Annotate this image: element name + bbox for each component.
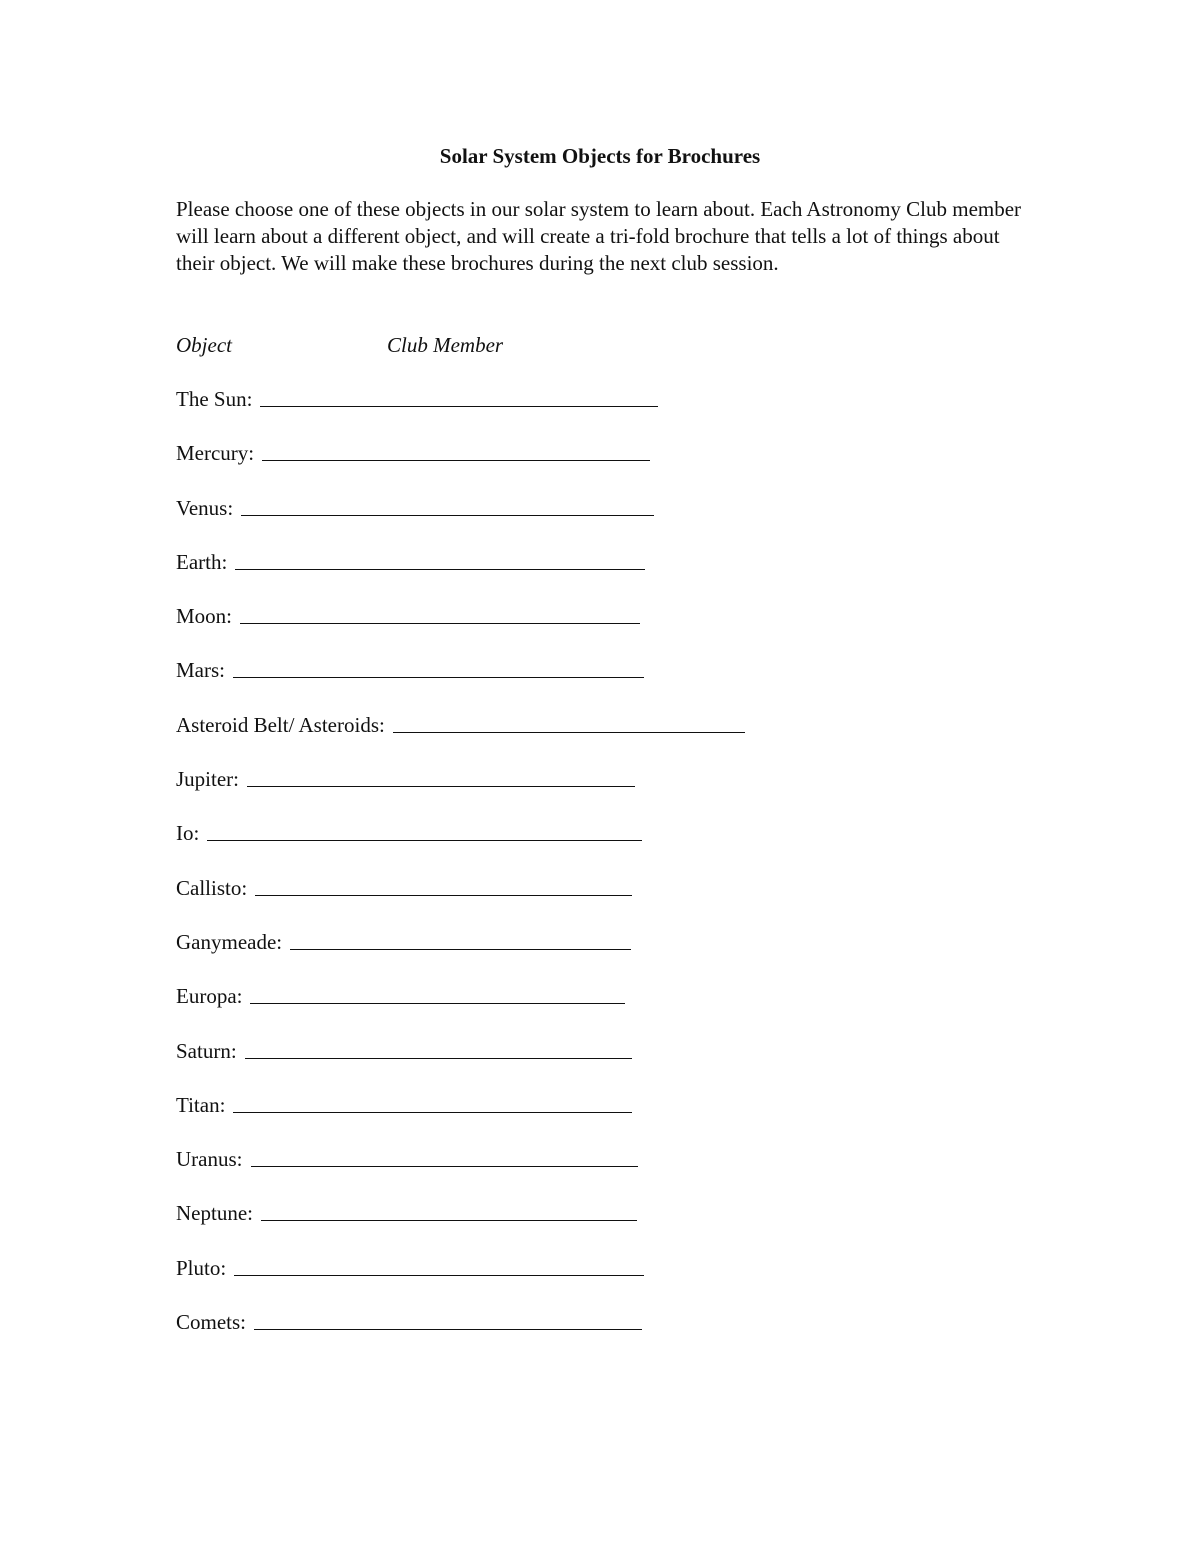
object-label: Mercury: <box>176 441 255 466</box>
member-blank-line[interactable] <box>254 1308 642 1330</box>
object-label: Ganymeade: <box>176 929 283 954</box>
member-blank-line[interactable] <box>235 548 645 570</box>
object-label: Europa: <box>176 984 243 1009</box>
object-label: Mars: <box>176 658 225 683</box>
member-blank-line[interactable] <box>245 1037 632 1059</box>
club-member-column-header: Club Member <box>387 333 504 357</box>
object-label: Venus: <box>176 495 234 520</box>
signup-row-jupiter <box>176 765 745 819</box>
signup-row-neptune <box>176 1199 745 1253</box>
signup-row-sun <box>176 385 745 439</box>
signup-row-venus <box>176 494 745 548</box>
signup-row-ganymeade <box>176 928 745 982</box>
object-label: Saturn: <box>176 1038 237 1063</box>
signup-row-io <box>176 819 745 873</box>
signup-row-uranus <box>176 1145 745 1199</box>
object-label: Asteroid Belt/ Asteroids: <box>176 712 385 737</box>
member-blank-line[interactable] <box>262 439 650 461</box>
object-label: Jupiter: <box>176 767 239 792</box>
member-blank-line[interactable] <box>240 602 640 624</box>
object-label: Earth: <box>176 549 228 574</box>
intro-paragraph: Please choose one of these objects in our solar system to learn about. Each Astronomy Club member will learn about a different object, and will create a tri-fold brochure that tells a lot of things about their object. We will make these brochures during the next club session. <box>176 197 1022 275</box>
object-label: Io: <box>176 821 200 846</box>
member-blank-line[interactable] <box>207 819 642 841</box>
signup-row-earth <box>176 548 745 602</box>
member-blank-line[interactable] <box>261 1199 637 1221</box>
page-title: Solar System Objects for Brochures <box>439 144 761 168</box>
member-blank-line[interactable] <box>260 385 658 407</box>
member-blank-line[interactable] <box>255 874 632 896</box>
signup-row-mercury <box>176 439 745 493</box>
member-blank-line[interactable] <box>234 1254 644 1276</box>
signup-row-titan <box>176 1091 745 1145</box>
object-label: Moon: <box>176 604 233 629</box>
member-blank-line[interactable] <box>251 1145 638 1167</box>
signup-row-moon <box>176 602 745 656</box>
member-blank-line[interactable] <box>241 494 654 516</box>
signup-row-pluto <box>176 1254 745 1308</box>
object-label: Titan: <box>176 1092 226 1117</box>
signup-row-saturn <box>176 1037 745 1091</box>
object-label: Neptune: <box>176 1201 253 1226</box>
member-blank-line[interactable] <box>247 765 635 787</box>
member-blank-line[interactable] <box>233 656 644 678</box>
object-label: Callisto: <box>176 875 248 900</box>
object-label: Pluto: <box>176 1255 227 1280</box>
signup-list <box>176 385 745 1362</box>
signup-row-callisto <box>176 874 745 928</box>
object-label: The Sun: <box>176 387 253 411</box>
object-column-header: Object <box>176 333 232 357</box>
signup-row-europa <box>176 982 745 1036</box>
member-blank-line[interactable] <box>250 982 625 1004</box>
object-label: Comets: <box>176 1310 247 1335</box>
signup-row-comets <box>176 1308 745 1362</box>
signup-row-mars <box>176 656 745 710</box>
member-blank-line[interactable] <box>393 711 745 733</box>
member-blank-line[interactable] <box>233 1091 632 1113</box>
member-blank-line[interactable] <box>290 928 631 950</box>
signup-row-asteroids <box>176 711 745 765</box>
object-label: Uranus: <box>176 1147 243 1172</box>
